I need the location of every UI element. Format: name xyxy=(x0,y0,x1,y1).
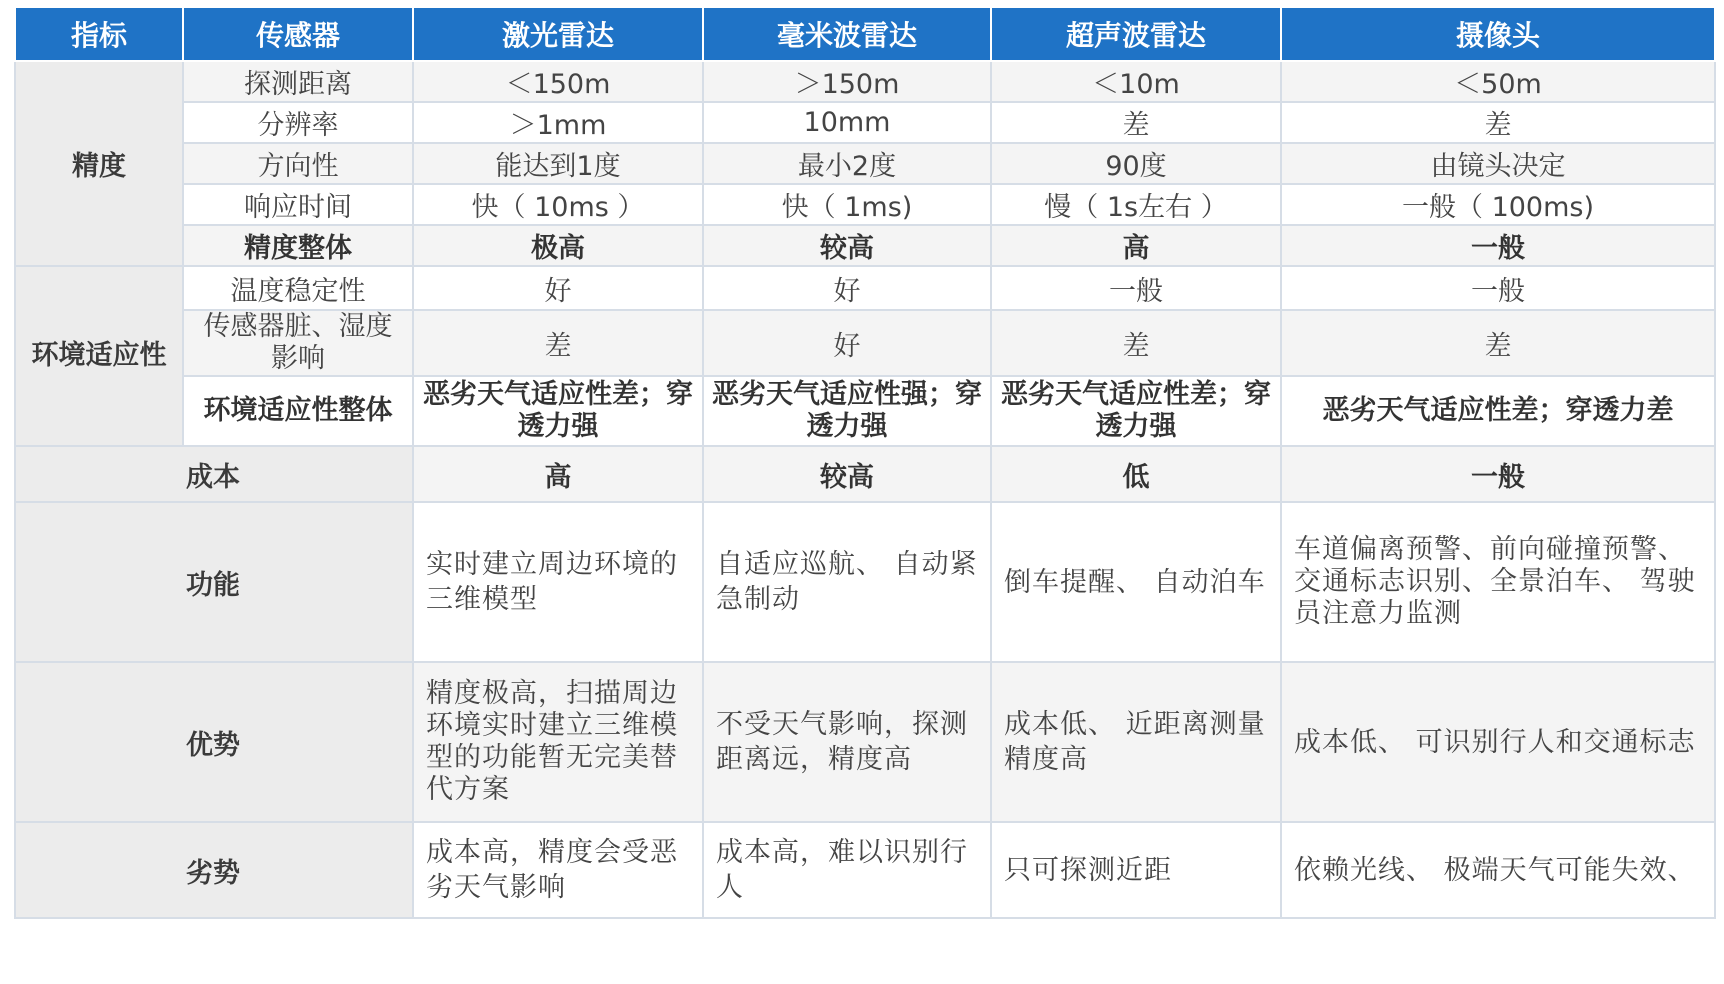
table-row xyxy=(15,502,1715,662)
row-label: 传感器脏、湿度影响 xyxy=(183,310,413,376)
header-ultrasonic: 超声波雷达 xyxy=(991,7,1281,61)
table-row xyxy=(15,225,1715,266)
cell-lidar: ＞1mm xyxy=(413,102,703,143)
header-camera: 摄像头 xyxy=(1281,7,1715,61)
cell-mmwave: 恶劣天气适应性强；穿透力强 xyxy=(703,376,991,446)
category-disadvantage: 劣势 xyxy=(15,822,413,918)
table-row xyxy=(15,266,1715,310)
cell-mmwave: 快（ 1ms) xyxy=(703,184,991,225)
cell-camera: 一般 xyxy=(1281,266,1715,310)
cell-mmwave: 好 xyxy=(703,310,991,376)
cell-lidar: 好 xyxy=(413,266,703,310)
row-label: 响应时间 xyxy=(183,184,413,225)
cell-ultrasonic: 低 xyxy=(991,446,1281,502)
table-row xyxy=(15,102,1715,143)
cell-camera: 一般（ 100ms) xyxy=(1281,184,1715,225)
cell-lidar: 实时建立周边环境的三维模型 xyxy=(413,502,703,662)
table-row xyxy=(15,143,1715,184)
category-advantage: 优势 xyxy=(15,662,413,822)
row-label: 精度整体 xyxy=(183,225,413,266)
cell-ultrasonic: 恶劣天气适应性差；穿透力强 xyxy=(991,376,1281,446)
cell-ultrasonic: ＜10m xyxy=(991,61,1281,102)
cell-lidar: ＜150m xyxy=(413,61,703,102)
cell-ultrasonic: 慢（ 1s左右 ） xyxy=(991,184,1281,225)
cell-lidar: 能达到1度 xyxy=(413,143,703,184)
cell-camera: 一般 xyxy=(1281,446,1715,502)
header-mmwave: 毫米波雷达 xyxy=(703,7,991,61)
cell-mmwave: 成本高，难以识别行人 xyxy=(703,822,991,918)
row-label: 探测距离 xyxy=(183,61,413,102)
cell-mmwave: 10mm xyxy=(703,102,991,143)
cell-ultrasonic: 差 xyxy=(991,310,1281,376)
category-function: 功能 xyxy=(15,502,413,662)
header-sensor: 传感器 xyxy=(183,7,413,61)
cell-camera: 一般 xyxy=(1281,225,1715,266)
header-indicator: 指标 xyxy=(15,7,183,61)
table-row xyxy=(15,61,1715,102)
row-label: 环境适应性整体 xyxy=(183,376,413,446)
category-environment: 环境适应性 xyxy=(15,266,183,446)
cell-mmwave: 最小2度 xyxy=(703,143,991,184)
category-accuracy: 精度 xyxy=(15,61,183,266)
table-row xyxy=(15,184,1715,225)
cell-mmwave: ＞150m xyxy=(703,61,991,102)
cell-camera: 差 xyxy=(1281,102,1715,143)
cell-camera: 依赖光线、 极端天气可能失效、 xyxy=(1281,822,1715,918)
sensor-comparison-table xyxy=(14,6,1716,919)
cell-lidar: 快（ 10ms ） xyxy=(413,184,703,225)
table-row xyxy=(15,662,1715,822)
cell-camera: 成本低、 可识别行人和交通标志 xyxy=(1281,662,1715,822)
cell-mmwave: 自适应巡航、 自动紧急制动 xyxy=(703,502,991,662)
row-label: 方向性 xyxy=(183,143,413,184)
cell-camera: 差 xyxy=(1281,310,1715,376)
comparison-table-container xyxy=(14,6,1714,978)
cell-mmwave: 较高 xyxy=(703,446,991,502)
cell-ultrasonic: 成本低、 近距离测量精度高 xyxy=(991,662,1281,822)
cell-ultrasonic: 只可探测近距 xyxy=(991,822,1281,918)
table-row xyxy=(15,310,1715,376)
cell-lidar: 高 xyxy=(413,446,703,502)
cell-camera: ＜50m xyxy=(1281,61,1715,102)
header-row xyxy=(15,7,1715,61)
cell-ultrasonic: 90度 xyxy=(991,143,1281,184)
category-cost: 成本 xyxy=(15,446,413,502)
cell-ultrasonic: 高 xyxy=(991,225,1281,266)
cell-lidar: 极高 xyxy=(413,225,703,266)
cell-ultrasonic: 差 xyxy=(991,102,1281,143)
cell-camera: 恶劣天气适应性差；穿透力差 xyxy=(1281,376,1715,446)
cell-camera: 车道偏离预警、前向碰撞预警、交通标志识别、全景泊车、 驾驶员注意力监测 xyxy=(1281,502,1715,662)
cell-lidar: 成本高，精度会受恶劣天气影响 xyxy=(413,822,703,918)
cell-mmwave: 不受天气影响，探测距离远，精度高 xyxy=(703,662,991,822)
cell-lidar: 差 xyxy=(413,310,703,376)
cell-mmwave: 好 xyxy=(703,266,991,310)
row-label: 分辨率 xyxy=(183,102,413,143)
cell-lidar: 恶劣天气适应性差；穿透力强 xyxy=(413,376,703,446)
row-label: 温度稳定性 xyxy=(183,266,413,310)
cell-mmwave: 较高 xyxy=(703,225,991,266)
cell-camera: 由镜头决定 xyxy=(1281,143,1715,184)
table-row xyxy=(15,822,1715,918)
cell-ultrasonic: 倒车提醒、 自动泊车 xyxy=(991,502,1281,662)
header-lidar: 激光雷达 xyxy=(413,7,703,61)
cell-ultrasonic: 一般 xyxy=(991,266,1281,310)
cell-lidar: 精度极高，扫描周边环境实时建立三维模型的功能暂无完美替代方案 xyxy=(413,662,703,822)
table-row xyxy=(15,376,1715,446)
table-row xyxy=(15,446,1715,502)
